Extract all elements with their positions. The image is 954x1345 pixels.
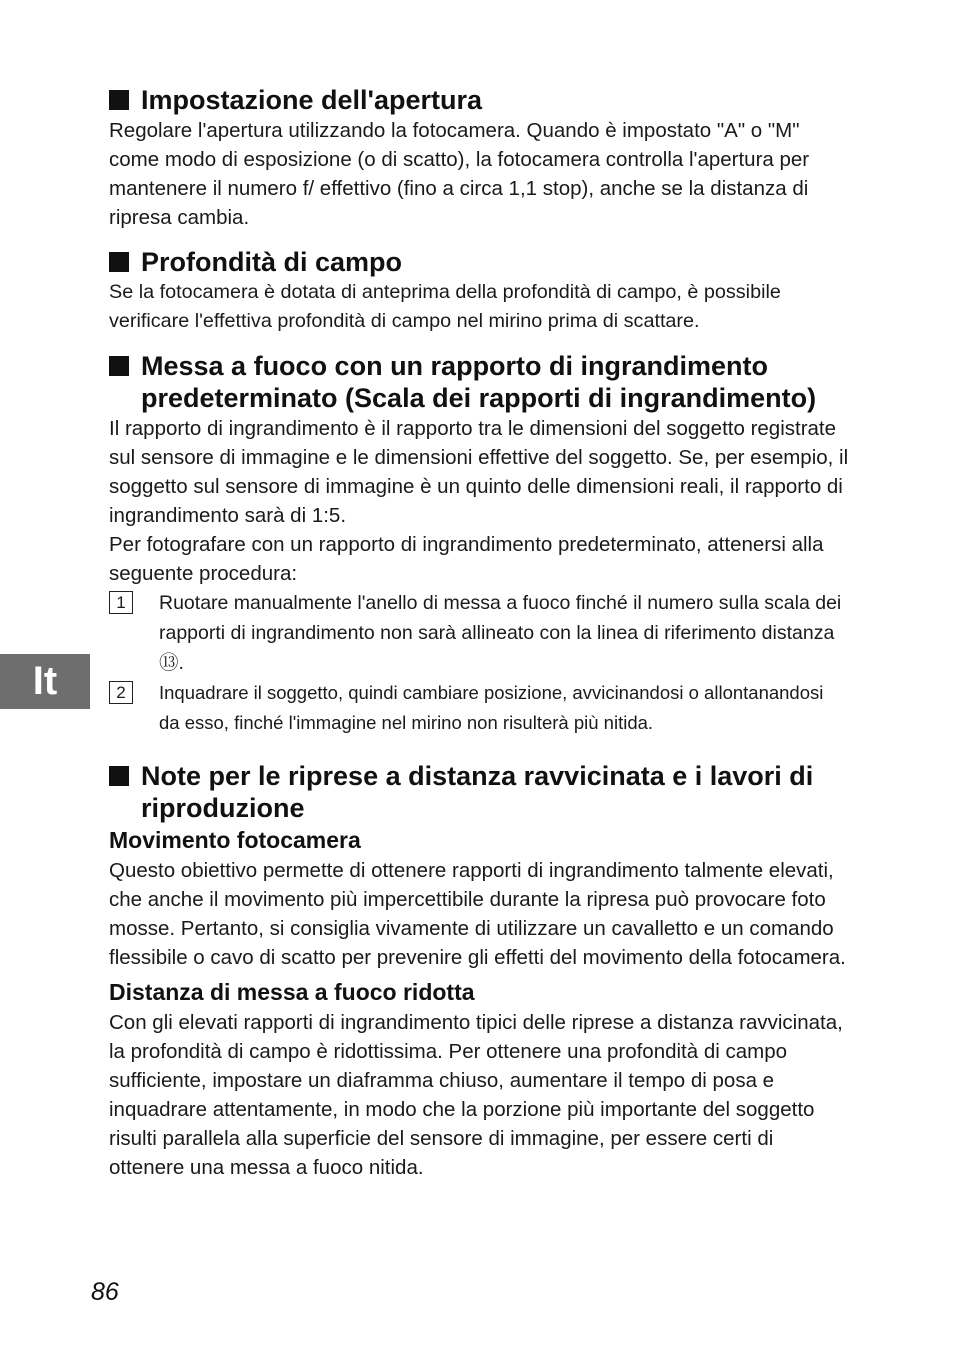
section-title-aperture (109, 84, 849, 116)
paragraph: Per fotografare con un rapporto di ingrandimento predeterminato, attenersi alla seguente procedura: (109, 533, 824, 585)
square-bullet-icon (109, 90, 129, 110)
step-text: Inquadrare il soggetto, quindi cambiare posizione, avvicinandosi o allontanandosi da esso, finché l'immagine nel mirino non risulterà più nitida. (159, 682, 824, 733)
paragraph: Se la fotocamera è dotata di anteprima della profondità di campo, è possibile verificare l'effettiva profondità di campo nel mirino prima di scattare. (109, 281, 781, 332)
subsection-title-camera-movement: Movimento fotocamera (109, 827, 361, 853)
section-title-focus-ratio (109, 350, 849, 414)
step-text: Ruotare manualmente l'anello di messa a fuoco finché il numero sulla scala dei rapporti di ingrandimento non sarà allineato con la linea di riferimento distanza ⑬. (159, 592, 842, 674)
step-number: 1 (109, 591, 133, 614)
language-tab: It (0, 654, 90, 709)
section-title-closeup-notes (109, 760, 849, 824)
step-number: 2 (109, 681, 133, 704)
square-bullet-icon (109, 356, 129, 376)
section-title-depth-of-field (109, 246, 849, 278)
subsection-title-reduced-focus: Distanza di messa a fuoco ridotta (109, 979, 475, 1005)
section-title-text: Messa a fuoco con un rapporto di ingrandimento predeterminato (Scala dei rapporti di ingrandimento) (141, 351, 817, 413)
square-bullet-icon (109, 766, 129, 786)
square-bullet-icon (109, 252, 129, 272)
step-1 (109, 588, 849, 678)
page-content (109, 84, 849, 1182)
paragraph: Il rapporto di ingrandimento è il rapporto tra le dimensioni del soggetto registrate sul sensore di immagine e le dimensioni effettive del soggetto. Se, per esempio, il soggetto sul sensore di immagine è un quinto delle dimensioni reali, il rapporto di ingrandimento sarà di 1:5. (109, 417, 849, 527)
step-2 (109, 678, 849, 738)
page-number: 86 (91, 1278, 119, 1306)
section-title-text: Impostazione dell'apertura (141, 85, 482, 115)
paragraph: Regolare l'apertura utilizzando la fotocamera. Quando è impostato "A" o "M" come modo di esposizione (o di scatto), la fotocamera controlla l'apertura per mantenere il numero f/ effettivo (fino a circa 1,1 stop), anche se la distanza di ripresa cambia. (109, 119, 810, 229)
paragraph: Con gli elevati rapporti di ingrandimento tipici delle riprese a distanza ravvicinata, la profondità di campo è ridottissima. Per ottenere una profondità di campo sufficiente, impostare un diaframma chiuso, aumentare il tempo di posa e inquadrare attentamente, in modo che la porzione più importante del soggetto risulti parallela alla superficie del sensore di immagine, per essere certi di ottenere una messa a fuoco nitida. (109, 1011, 843, 1179)
section-title-text: Profondità di campo (141, 247, 403, 277)
paragraph: Questo obiettivo permette di ottenere rapporti di ingrandimento talmente elevati, che anche il movimento più impercettibile durante la ripresa può provocare foto mosse. Pertanto, si consiglia vivamente di utilizzare un cavalletto e un comando flessibile o cavo di scatto per prevenire gli effetti del movimento della fotocamera. (109, 859, 846, 969)
section-title-text: Note per le riprese a distanza ravvicinata e i lavori di riproduzione (141, 761, 814, 823)
